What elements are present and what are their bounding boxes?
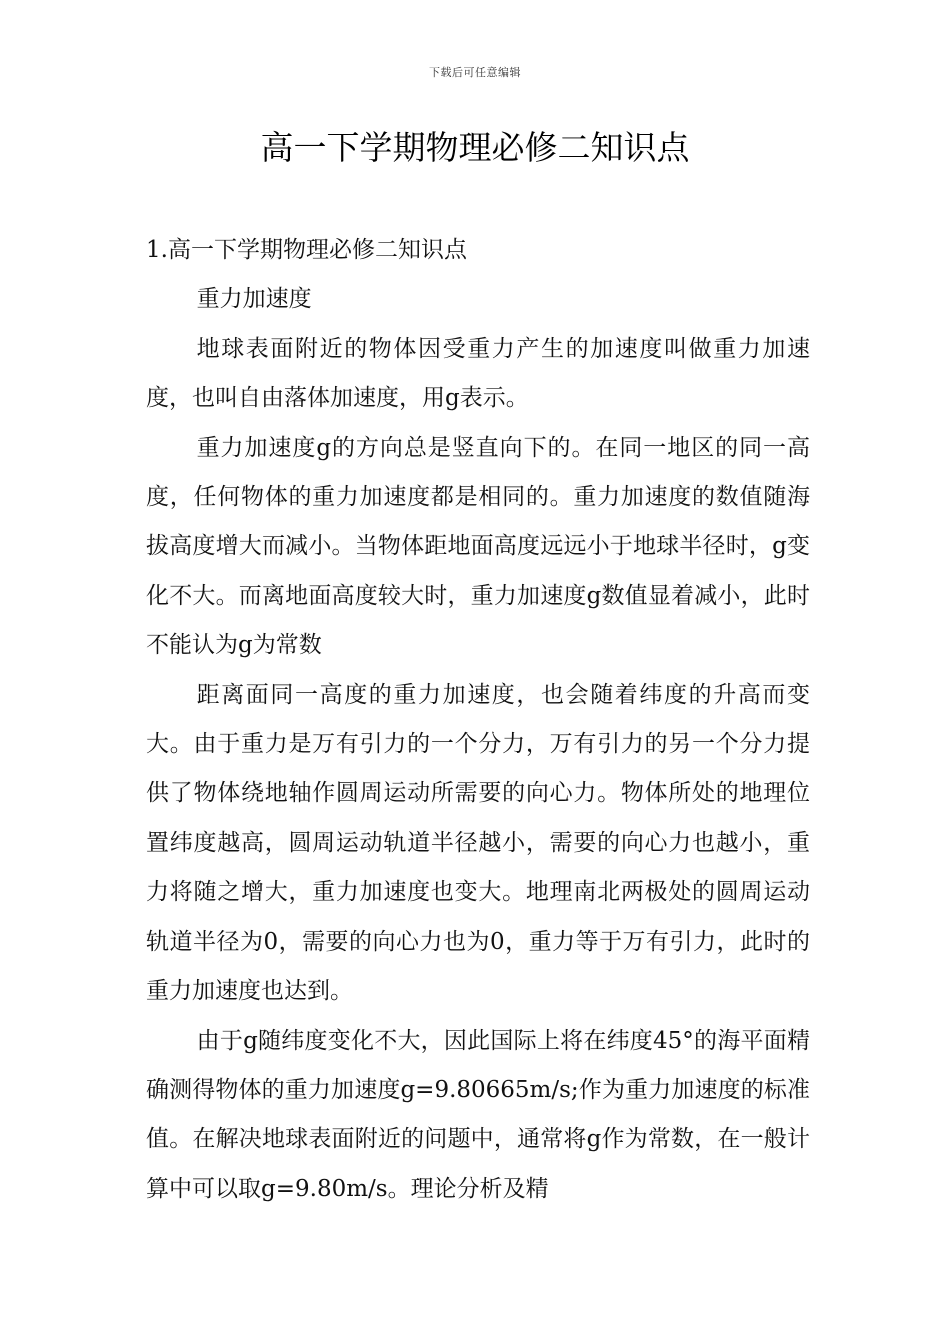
paragraph: 由于g随纬度变化不大，因此国际上将在纬度45°的海平面精确测得物体的重力加速度g=9.80665m/s;作为重力加速度的标准值。在解决地球表面附近的问题中，通常将g作为常数，在一般计算中可以取g=9.80m/s。理论分析及精 (146, 1027, 810, 1202)
subheading: 重力加速度 (196, 286, 312, 313)
paragraph: 重力加速度g的方向总是竖直向下的。在同一地区的同一高度，任何物体的重力加速度都是相同的。重力加速度的数值随海拔高度增大而减小。当物体距地面高度远远小于地球半径时，g变化不大。而离地面高度较大时，重力加速度g数值显着减小，此时不能认为g为常数 (146, 434, 810, 659)
section-heading: 1.高一下学期物理必修二知识点 (146, 237, 467, 263)
document-body (146, 226, 810, 1214)
paragraph: 距离面同一高度的重力加速度，也会随着纬度的升高而变大。由于重力是万有引力的一个分力，万有引力的另一个分力提供了物体绕地轴作圆周运动所需要的向心力。物体所处的地理位置纬度越高，圆周运动轨道半径越小，需要的向心力也越小，重力将随之增大，重力加速度也变大。地理南北两极处的圆周运动轨道半径为0，需要的向心力也为0，重力等于万有引力，此时的重力加速度也达到。 (146, 681, 810, 1005)
document-title: 高一下学期物理必修二知识点 (260, 128, 690, 167)
paragraph: 地球表面附近的物体因受重力产生的加速度叫做重力加速度，也叫自由落体加速度，用g表示。 (146, 335, 810, 412)
header-note: 下载后可任意编辑 (429, 66, 521, 79)
